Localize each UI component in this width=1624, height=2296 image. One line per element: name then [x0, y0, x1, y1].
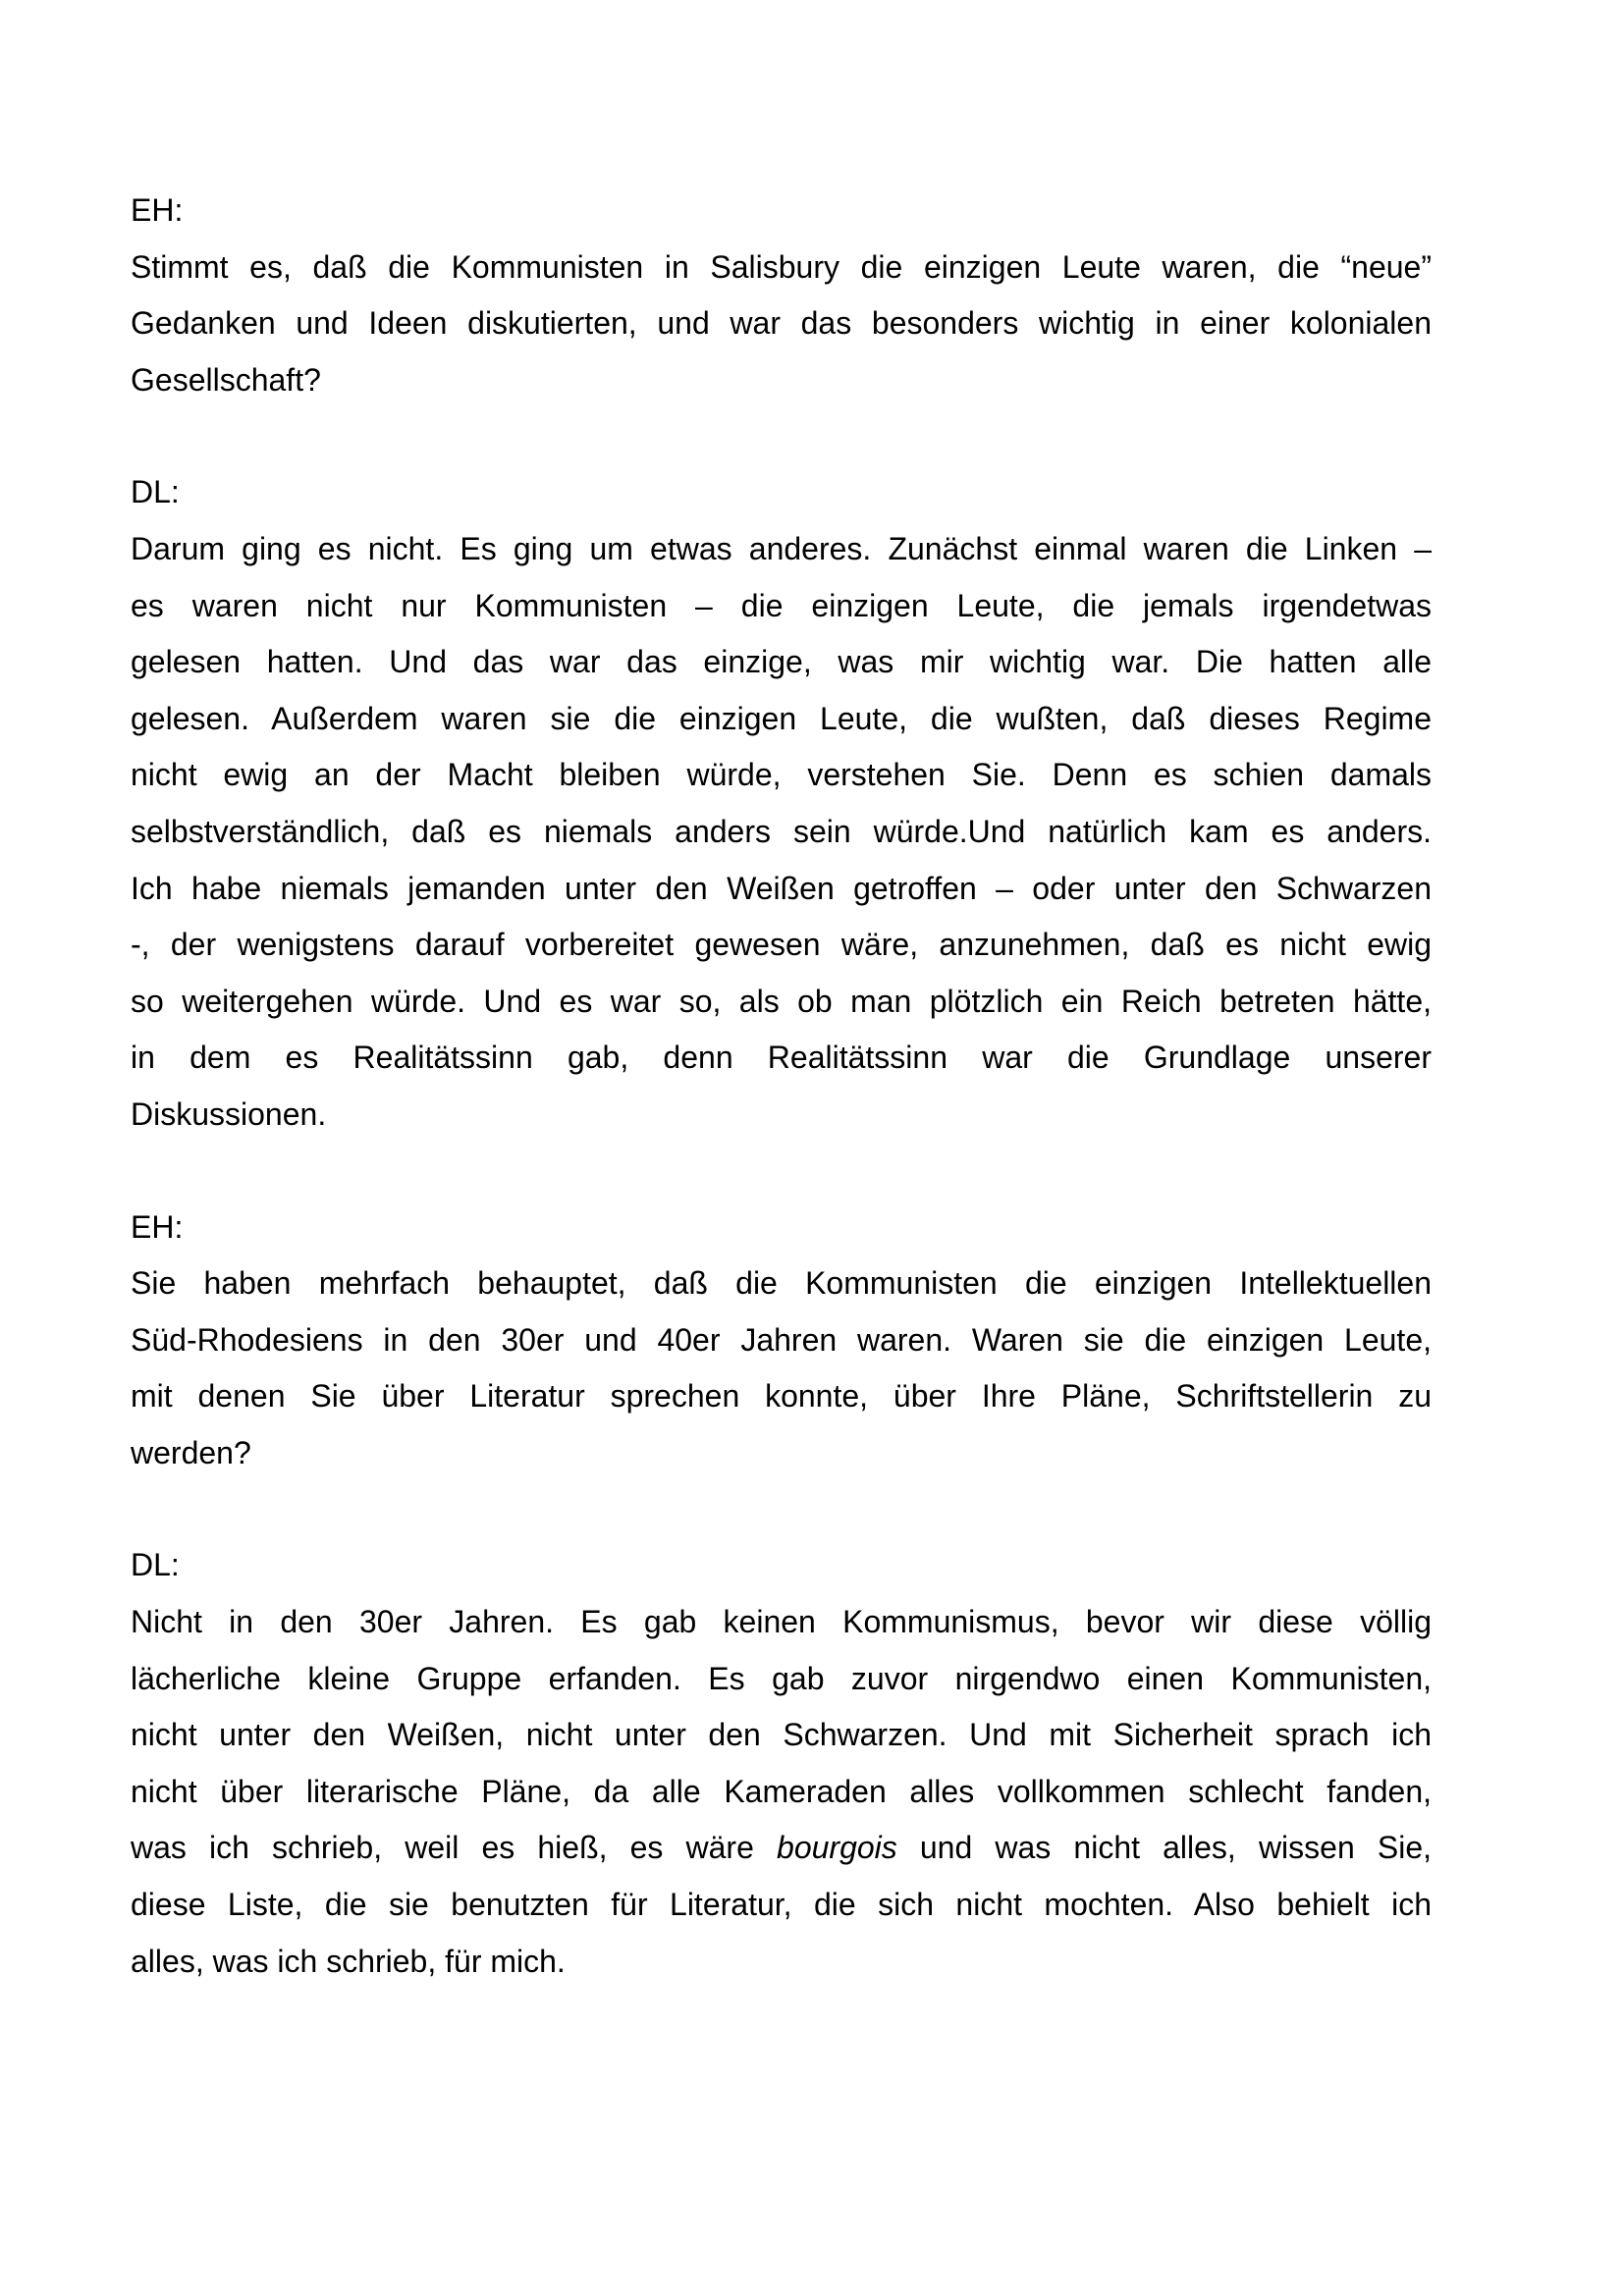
italic-text: bourgois [777, 1830, 897, 1866]
text-segment: was ich schrieb, weil es hieß, es wäre [131, 1830, 778, 1866]
text-line: gelesen hatten. Und das war das einzige, was mir wichtig war. Die hatten alle [131, 644, 1432, 680]
text-line: -, der wenigstens darauf vorbereitet gewesen wäre, anzunehmen, daß es nicht ewig [131, 927, 1432, 963]
text-line: nicht über literarische Pläne, da alle Kameraden alles vollkommen schlecht fanden, [131, 1773, 1432, 1809]
speaker-label: EH: [131, 1208, 184, 1245]
text-line: Nicht in den 30er Jahren. Es gab keinen Kommunismus, bevor wir diese völlig [131, 1604, 1432, 1640]
text-line: selbstverständlich, daß es niemals anders sein würde.Und natürlich kam es anders. [131, 813, 1432, 849]
text-line-with-italic [131, 1820, 1432, 1877]
speaker-label: DL: [131, 1547, 180, 1583]
dialogue-block-eh-1 [131, 183, 1432, 408]
dialogue-block-eh-2 [131, 1200, 1432, 1482]
speaker-label: EH: [131, 192, 184, 228]
text-line: gelesen. Außerdem waren sie die einzigen Leute, die wußten, daß dieses Regime [131, 700, 1432, 736]
text-line: Gedanken und Ideen diskutierten, und war das besonders wichtig in einer kolonialen [131, 305, 1432, 342]
dialogue-block-dl-1 [131, 464, 1432, 1143]
text-line: werden? [131, 1434, 251, 1470]
text-line: mit denen Sie über Literatur sprechen konnte, über Ihre Pläne, Schriftstellerin zu [131, 1378, 1432, 1415]
speaker-label: DL: [131, 474, 180, 510]
dialogue-block-dl-2 [131, 1537, 1432, 1990]
text-line: es waren nicht nur Kommunisten – die einzigen Leute, die jemals irgendetwas [131, 587, 1432, 623]
text-line: diese Liste, die sie benutzten für Literatur, die sich nicht mochten. Also behielt ich [131, 1887, 1432, 1923]
text-line: Darum ging es nicht. Es ging um etwas anderes. Zunächst einmal waren die Linken – [131, 530, 1432, 566]
text-line: so weitergehen würde. Und es war so, als ob man plötzlich ein Reich betreten hätte, [131, 983, 1432, 1019]
text-line: Stimmt es, daß die Kommunisten in Salisbury die einzigen Leute waren, die “neue” [131, 248, 1432, 285]
text-line: alles, was ich schrieb, für mich. [131, 1943, 566, 1979]
text-line: nicht ewig an der Macht bleiben würde, verstehen Sie. Denn es schien damals [131, 757, 1432, 793]
text-line: Gesellschaft? [131, 361, 321, 398]
text-line: Sie haben mehrfach behauptet, daß die Kommunisten die einzigen Intellektuellen [131, 1265, 1432, 1302]
text-line: Ich habe niemals jemanden unter den Weißen getroffen – oder unter den Schwarzen [131, 870, 1432, 906]
text-line: lächerliche kleine Gruppe erfanden. Es gab zuvor nirgendwo einen Kommunisten, [131, 1660, 1432, 1696]
text-line: in dem es Realitätssinn gab, denn Realitätssinn war die Grundlage unserer [131, 1040, 1432, 1076]
text-segment: und was nicht alles, wissen Sie, [896, 1830, 1433, 1866]
text-line: nicht unter den Weißen, nicht unter den Schwarzen. Und mit Sicherheit sprach ich [131, 1717, 1432, 1753]
text-line: Diskussionen. [131, 1095, 327, 1132]
text-line: Süd-Rhodesiens in den 30er und 40er Jahren waren. Waren sie die einzigen Leute, [131, 1321, 1432, 1358]
